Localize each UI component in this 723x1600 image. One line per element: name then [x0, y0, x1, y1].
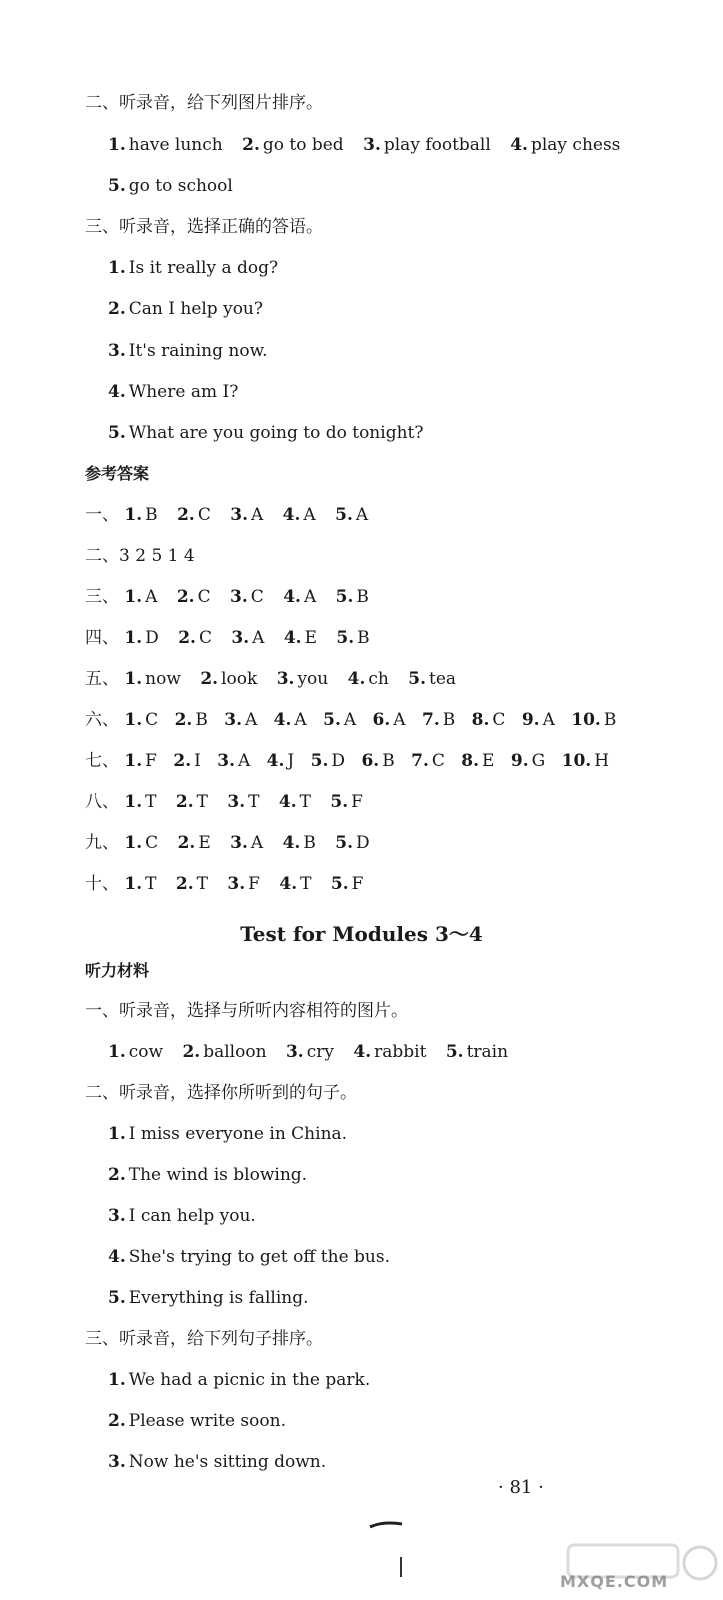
- item-text: We had a picnic in the park.: [128, 1370, 371, 1390]
- item-number: 5.: [310, 751, 329, 771]
- item-text: play football: [383, 135, 491, 155]
- section-heading: 一、听录音，选择与所听内容相符的图片。: [85, 1001, 408, 1021]
- item-answer: D: [331, 751, 346, 771]
- item-answer: T: [145, 874, 157, 894]
- item-number: 3.: [108, 1206, 126, 1226]
- item-answer: A: [343, 710, 357, 730]
- item-number: 5.: [335, 587, 354, 607]
- item-answer: now: [145, 669, 181, 689]
- item-number: 5.: [336, 628, 355, 648]
- row-label: 三、: [85, 587, 119, 607]
- item-number: 5.: [445, 1042, 464, 1062]
- item-answer: C: [250, 587, 264, 607]
- item-number: 1.: [124, 792, 143, 812]
- item-answer: A: [294, 710, 307, 730]
- item-number: 1.: [108, 1370, 126, 1390]
- item-answer: A: [250, 833, 264, 853]
- item-number: 1.: [108, 258, 126, 278]
- item-number: 2.: [178, 628, 196, 648]
- item-number: 2.: [108, 1411, 126, 1431]
- row-label: 五、: [85, 669, 119, 689]
- answer-row: [85, 750, 609, 772]
- item-number: 6.: [372, 710, 391, 730]
- sentence-line: [108, 1451, 326, 1473]
- item-answer: E: [198, 833, 211, 853]
- answers-heading: 参考答案: [85, 464, 150, 483]
- item-text: Where am I?: [128, 382, 239, 402]
- item-answer: F: [248, 874, 260, 894]
- item-number: 5.: [408, 669, 427, 689]
- item-number: 1.: [124, 669, 143, 689]
- item-answer: T: [248, 792, 260, 812]
- item-answer: you: [297, 669, 329, 689]
- item-number: 2.: [177, 505, 195, 525]
- item-number: 2.: [173, 751, 192, 771]
- item-answer: B: [442, 710, 456, 730]
- page-number: · 81 ·: [498, 1477, 544, 1498]
- sentence-line: [108, 1164, 307, 1186]
- item-answer: A: [542, 710, 555, 730]
- item-text: The wind is blowing.: [128, 1165, 308, 1185]
- answer-row: [85, 586, 383, 608]
- item-number: 10.: [561, 751, 592, 771]
- item-number: 2.: [174, 710, 193, 730]
- item-text: Now he's sitting down.: [128, 1452, 327, 1472]
- item-text: It's raining now.: [128, 341, 268, 361]
- row-label: 七、: [85, 751, 119, 771]
- section-heading: 二、听录音，给下列图片排序。: [85, 93, 323, 113]
- item-answer: C: [198, 628, 212, 648]
- item-number: 3.: [227, 792, 246, 812]
- item-text: Please write soon.: [128, 1411, 286, 1431]
- item-number: 5.: [108, 423, 126, 443]
- item-text: Can I help you?: [128, 299, 263, 319]
- item-number: 1.: [124, 628, 143, 648]
- row-label: 十、: [85, 874, 119, 894]
- item-number: 3.: [276, 669, 295, 689]
- item-answer: D: [356, 833, 370, 853]
- sentence-line: [108, 340, 268, 362]
- item-number: 3.: [230, 587, 248, 607]
- item-number: 1.: [124, 710, 143, 730]
- material-heading: 听力材料: [85, 961, 150, 980]
- section-heading: 三、听录音，给下列句子排序。: [85, 1329, 323, 1349]
- row-label: 二、: [85, 546, 119, 566]
- item-number: 4.: [283, 628, 302, 648]
- item-number: 5.: [330, 792, 349, 812]
- item-number: 2.: [200, 669, 219, 689]
- item-number: 1.: [124, 751, 143, 771]
- row-text: 3 2 5 1 4: [119, 546, 195, 566]
- sentence-line: [108, 298, 263, 320]
- item-answer: A: [303, 587, 317, 607]
- item-number: 3.: [231, 628, 250, 648]
- item-number: 5.: [323, 710, 341, 730]
- answer-row: [85, 668, 470, 690]
- answer-line: [108, 134, 634, 156]
- item-text: What are you going to do tonight?: [128, 423, 424, 443]
- item-number: 5.: [108, 1288, 126, 1308]
- item-answer: D: [145, 628, 159, 648]
- answer-row: [85, 709, 616, 731]
- item-answer: A: [393, 710, 406, 730]
- answer-row: [85, 504, 382, 526]
- item-text: I can help you.: [128, 1206, 256, 1226]
- item-answer: C: [197, 505, 211, 525]
- item-answer: ch: [368, 669, 389, 689]
- item-number: 8.: [471, 710, 490, 730]
- item-answer: C: [431, 751, 445, 771]
- item-number: 1.: [124, 587, 143, 607]
- item-number: 8.: [461, 751, 480, 771]
- item-number: 4.: [353, 1042, 372, 1062]
- item-number: 1.: [108, 135, 126, 155]
- item-answer: T: [300, 874, 312, 894]
- item-answer: tea: [429, 669, 457, 689]
- item-text: Is it really a dog?: [128, 258, 279, 278]
- item-answer: I: [194, 751, 201, 771]
- item-answer: T: [196, 792, 208, 812]
- item-answer: F: [351, 792, 363, 812]
- item-number: 4.: [278, 792, 297, 812]
- item-answer: A: [244, 710, 258, 730]
- sentence-line: [108, 381, 238, 403]
- row-label: 九、: [85, 833, 119, 853]
- item-number: 1.: [124, 505, 143, 525]
- item-number: 9.: [521, 710, 540, 730]
- answer-row: [85, 832, 384, 854]
- answer-row: [85, 791, 377, 813]
- sentence-line: [108, 1369, 370, 1391]
- item-answer: H: [594, 751, 610, 771]
- item-answer: T: [196, 874, 208, 894]
- item-text: play chess: [530, 135, 621, 155]
- item-answer: A: [145, 587, 158, 607]
- item-number: 4.: [282, 505, 301, 525]
- item-text: rabbit: [374, 1042, 427, 1062]
- item-number: 2.: [176, 587, 195, 607]
- item-answer: E: [304, 628, 317, 648]
- item-answer: C: [492, 710, 506, 730]
- item-number: 1.: [124, 833, 143, 853]
- item-answer: C: [145, 833, 159, 853]
- item-number: 5.: [108, 176, 126, 196]
- item-answer: C: [145, 710, 159, 730]
- item-answer: B: [603, 710, 617, 730]
- answer-row: [85, 545, 195, 567]
- answer-row: [85, 627, 384, 649]
- row-label: 四、: [85, 628, 119, 648]
- section-heading: 二、听录音，选择你所听到的句子。: [85, 1083, 357, 1103]
- item-answer: B: [195, 710, 208, 730]
- item-number: 9.: [510, 751, 529, 771]
- row-label: 六、: [85, 710, 119, 730]
- item-text: cow: [128, 1042, 164, 1062]
- item-number: 2.: [242, 135, 260, 155]
- item-answer: A: [252, 628, 265, 648]
- item-number: 1.: [108, 1042, 126, 1062]
- item-answer: F: [351, 874, 364, 894]
- item-number: 4.: [108, 382, 126, 402]
- item-number: 4.: [282, 833, 301, 853]
- item-number: 4.: [347, 669, 366, 689]
- item-answer: F: [145, 751, 157, 771]
- item-answer: C: [197, 587, 211, 607]
- item-number: 7.: [411, 751, 429, 771]
- item-number: 3.: [108, 1452, 126, 1472]
- item-text: have lunch: [128, 135, 223, 155]
- sentence-line: [108, 1410, 286, 1432]
- item-number: 3.: [285, 1042, 304, 1062]
- answer-line: [108, 175, 247, 197]
- item-text: I miss everyone in China.: [128, 1124, 348, 1144]
- item-number: 5.: [335, 505, 353, 525]
- item-number: 1.: [124, 874, 143, 894]
- item-number: 1.: [108, 1124, 126, 1144]
- item-answer: T: [145, 792, 157, 812]
- sentence-line: [108, 257, 278, 279]
- sentence-line: [108, 1246, 390, 1268]
- item-answer: G: [531, 751, 546, 771]
- item-number: 5.: [335, 833, 353, 853]
- item-answer: B: [357, 628, 370, 648]
- item-number: 7.: [421, 710, 440, 730]
- scan-mark-icon: [396, 1555, 406, 1581]
- section-heading: 三、听录音，选择正确的答语。: [85, 217, 323, 237]
- test-title: Test for Modules 3～4: [240, 922, 483, 946]
- row-label: 八、: [85, 792, 119, 812]
- item-answer: J: [287, 751, 295, 771]
- item-answer: E: [482, 751, 495, 771]
- item-answer: B: [356, 587, 369, 607]
- item-answer: look: [221, 669, 258, 689]
- row-label: 一、: [85, 505, 119, 525]
- item-answer: A: [237, 751, 251, 771]
- item-text: go to bed: [262, 135, 344, 155]
- item-number: 3.: [108, 341, 126, 361]
- item-number: 4.: [266, 751, 285, 771]
- scan-mark-icon: [368, 1515, 408, 1535]
- item-answer: B: [145, 505, 158, 525]
- item-text: balloon: [203, 1042, 267, 1062]
- item-number: 4.: [279, 874, 298, 894]
- sentence-line: [108, 1287, 309, 1309]
- item-text: Everything is falling.: [128, 1288, 309, 1308]
- item-answer: A: [303, 505, 316, 525]
- item-number: 3.: [224, 710, 242, 730]
- item-number: 4.: [273, 710, 292, 730]
- item-text: train: [466, 1042, 509, 1062]
- item-number: 2.: [175, 792, 194, 812]
- item-number: 3.: [227, 874, 246, 894]
- sentence-line: [108, 422, 423, 444]
- item-answer: A: [250, 505, 264, 525]
- item-text: go to school: [128, 176, 233, 196]
- item-number: 2.: [175, 874, 194, 894]
- item-number: 6.: [361, 751, 380, 771]
- item-answer: B: [303, 833, 316, 853]
- answer-line: [108, 1041, 522, 1063]
- item-number: 10.: [571, 710, 601, 730]
- item-number: 2.: [177, 833, 196, 853]
- item-number: 5.: [330, 874, 349, 894]
- item-number: 2.: [108, 1165, 126, 1185]
- item-number: 4.: [510, 135, 528, 155]
- sentence-line: [108, 1123, 347, 1145]
- item-number: 4.: [283, 587, 301, 607]
- item-answer: B: [382, 751, 395, 771]
- item-number: 3.: [230, 505, 248, 525]
- item-number: 3.: [230, 833, 248, 853]
- item-number: 3.: [363, 135, 381, 155]
- item-text: She's trying to get off the bus.: [128, 1247, 391, 1267]
- item-text: cry: [306, 1042, 334, 1062]
- watermark-text: MXQE.COM: [560, 1572, 669, 1591]
- item-answer: T: [299, 792, 311, 812]
- sentence-line: [108, 1205, 256, 1227]
- item-answer: A: [355, 505, 369, 525]
- item-number: 2.: [108, 299, 126, 319]
- item-number: 3.: [217, 751, 235, 771]
- answer-row: [85, 873, 377, 895]
- item-number: 2.: [182, 1042, 201, 1062]
- item-number: 4.: [108, 1247, 126, 1267]
